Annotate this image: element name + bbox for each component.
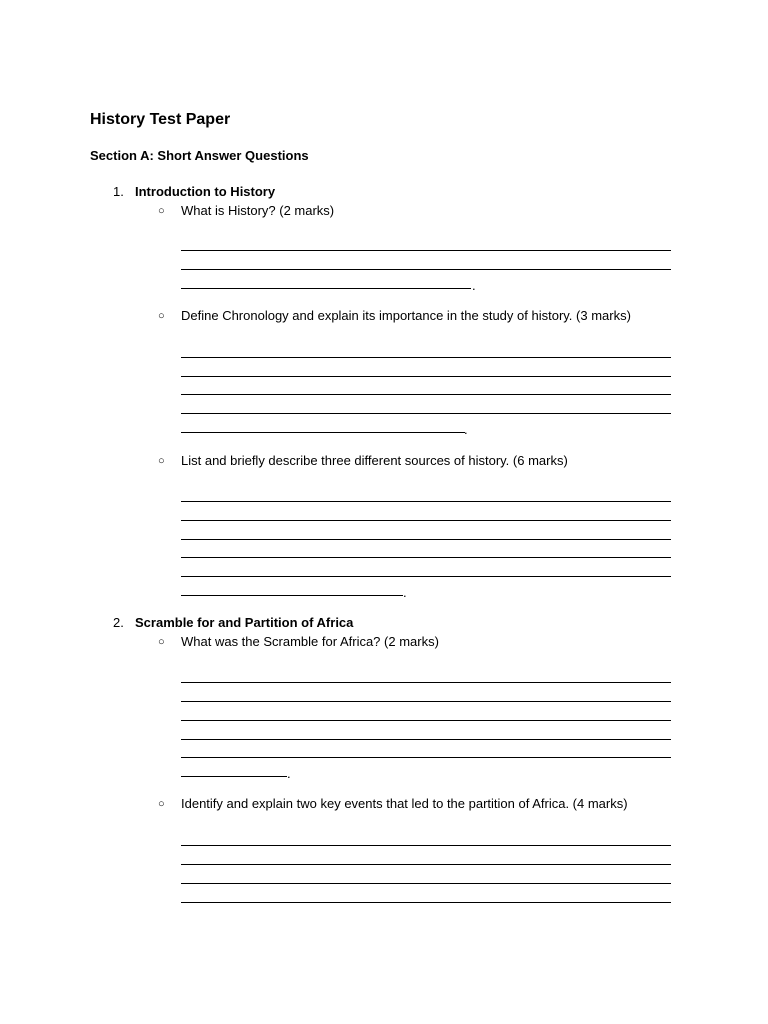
answer-line bbox=[181, 757, 671, 758]
answer-line bbox=[181, 539, 671, 540]
answer-line bbox=[181, 845, 671, 846]
answer-line bbox=[181, 394, 671, 395]
question-title: Scramble for and Partition of Africa bbox=[135, 615, 354, 630]
answer-end-period: . bbox=[464, 422, 468, 437]
subquestion-text: List and briefly describe three different sources of history. (6 marks) bbox=[181, 453, 568, 468]
answer-line bbox=[181, 776, 287, 777]
bullet-icon: ○ bbox=[158, 455, 165, 467]
answer-line bbox=[181, 902, 671, 903]
answer-line bbox=[181, 595, 403, 596]
answer-line bbox=[181, 739, 671, 740]
question-title: Introduction to History bbox=[135, 184, 276, 199]
answer-line bbox=[181, 864, 671, 865]
answer-end-period: . bbox=[472, 278, 476, 293]
answer-line bbox=[181, 520, 671, 521]
answer-line bbox=[181, 557, 671, 558]
answer-line bbox=[181, 357, 671, 358]
question-number: 1. bbox=[113, 184, 124, 199]
subquestion-text: What is History? (2 marks) bbox=[181, 203, 335, 218]
answer-line bbox=[181, 288, 471, 289]
bullet-icon: ○ bbox=[158, 798, 165, 810]
section-heading: Section A: Short Answer Questions bbox=[90, 148, 309, 163]
bullet-icon: ○ bbox=[158, 636, 165, 648]
question-number: 2. bbox=[113, 615, 124, 630]
bullet-icon: ○ bbox=[158, 205, 165, 217]
answer-line bbox=[181, 501, 671, 502]
answer-line bbox=[181, 576, 671, 577]
subquestion-text: Define Chronology and explain its importance in the study of history. (3 marks) bbox=[181, 308, 631, 323]
answer-line bbox=[181, 269, 671, 270]
document-title: History Test Paper bbox=[90, 111, 231, 128]
answer-end-period: . bbox=[403, 585, 407, 600]
answer-line bbox=[181, 883, 671, 884]
answer-line bbox=[181, 682, 671, 683]
subquestion-text: What was the Scramble for Africa? (2 marks) bbox=[181, 634, 439, 649]
answer-end-period: . bbox=[287, 766, 291, 781]
answer-line bbox=[181, 720, 671, 721]
bullet-icon: ○ bbox=[158, 310, 165, 322]
answer-line bbox=[181, 701, 671, 702]
answer-line bbox=[181, 432, 465, 433]
answer-line bbox=[181, 413, 671, 414]
subquestion-text: Identify and explain two key events that led to the partition of Africa. (4 marks) bbox=[181, 796, 628, 811]
answer-line bbox=[181, 250, 671, 251]
answer-line bbox=[181, 376, 671, 377]
